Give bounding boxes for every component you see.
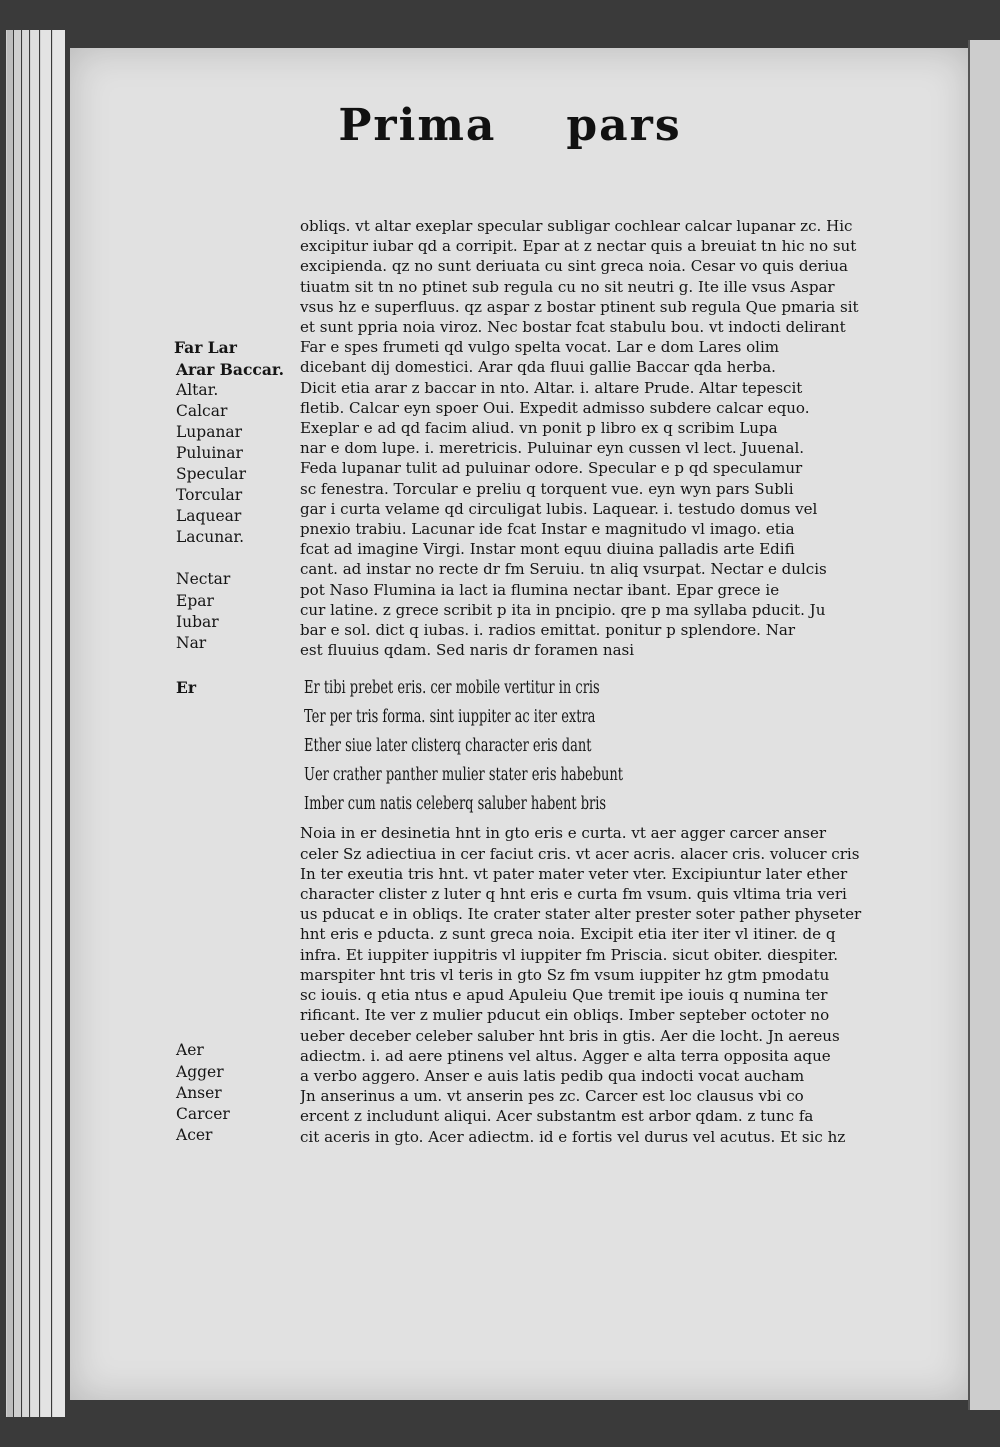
verse-line: Ter per tris forma. sint iuppiter ac iter extra [304,707,596,728]
margin-note: Aer [176,1041,204,1059]
text-line: dicebant dij domestici. Arar qda fluui gallie Baccar qda herba. [300,358,776,377]
text-line: adiectm. i. ad aere ptinens vel altus. Agger e alta terra opposita aque [300,1046,831,1065]
margin-note: Puluinar [176,444,243,462]
verse-line: Imber cum natis celeberq saluber habent bris [304,794,607,815]
page-edge-2 [14,30,21,1417]
margin-note: Laquear [176,507,242,525]
margin-note: Lacunar. [176,528,245,546]
text-line: sc iouis. q etia ntus e apud Apuleiu Que tremit ipe iouis q numina ter [300,986,828,1005]
text-line: excipitur iubar qd a corripit. Epar at z nectar quis a breuiat tn hic no sut [300,237,857,256]
text-line: marspiter hnt tris vl teris in gto Sz fm vsum iuppiter hz gtm pmodatu [300,965,830,984]
text-line: rificant. Ite ver z mulier pducut ein obliqs. Imber septeber octoter no [300,1006,830,1025]
margin-note: Arar Baccar. [176,360,285,379]
page-edge-3 [22,30,29,1417]
text-block-1 [300,216,880,660]
text-line: Dicit etia arar z baccar in nto. Altar. i. altare Prude. Altar tepescit [300,378,803,397]
margin-note: Acer [176,1126,213,1144]
heading-word-2: pars [566,100,682,151]
text-line: sc fenestra. Torcular e preliu q torquent vue. eyn wyn pars Subli [300,479,794,498]
text-line: ercent z includunt aliqui. Acer substantm est arbor qdam. z tunc fa [300,1107,814,1126]
page-edge-1 [6,30,13,1417]
text-line: Noia in er desinetia hnt in gto eris e curta. vt aer agger carcer anser [300,824,827,843]
margin-note: Iubar [176,613,219,631]
text-line: est fluuius qdam. Sed naris dr foramen nasi [300,641,635,660]
margin-note: Nar [176,634,207,652]
text-line: bar e sol. dict q iubas. i. radios emittat. ponitur p splendore. Nar [300,621,796,640]
margin-note: Specular [176,465,246,483]
margin-note: Er [176,678,196,697]
text-line: Exeplar e ad qd facim aliud. vn ponit p libro ex q scribim Lupa [300,419,778,438]
text-line: us pducat e in obliqs. Ite crater stater alter prester soter pather physeter [300,905,862,924]
page-edge-6 [52,30,65,1417]
margin-note: Lupanar [176,423,243,441]
text-line: cur latine. z grece scribit p ita in pncipio. qre p ma syllaba pducit. Ju [300,600,826,619]
heading-word-1: Prima [338,100,497,151]
margin-note: Agger [176,1063,224,1081]
margin-note: Nectar [176,570,231,588]
margin-note: Epar [176,592,214,610]
text-line: gar i curta velame qd circuligat lubis. Laquear. i. testudo domus vel [300,499,818,518]
text-line: character clister z luter q hnt eris e curta fm vsum. quis vltima tria veri [300,885,847,904]
margin-note: Calcar [176,402,228,420]
text-line: obliqs. vt altar exeplar specular subligar cochlear calcar lupanar zc. Hic [300,217,853,235]
text-line: nar e dom lupe. i. meretricis. Puluinar eyn cussen vl lect. Juuenal. [300,439,805,458]
text-line: fletib. Calcar eyn spoer Oui. Expedit admisso subdere calcar equo. [300,398,810,417]
text-line: pot Naso Flumina ia lact ia flumina nectar ibant. Epar grece ie [300,580,780,599]
text-line: cant. ad instar no recte dr fm Seruiu. tn aliq vsurpat. Nectar e dulcis [300,560,827,579]
margin-note: Far Lar [174,338,237,357]
text-line: pnexio trabiu. Lacunar ide fcat Instar e magnitudo vl imago. etia [300,520,795,539]
text-line: excipienda. qz no sunt deriuata cu sint greca noia. Cesar vo quis deriua [300,257,849,276]
text-line: tiuatm sit tn no ptinet sub regula cu no sit neutri g. Ite ille vsus Aspar [300,277,835,296]
page-edge-5 [40,30,51,1417]
text-line: cit aceris in gto. Acer adiectm. id e fortis vel durus vel acutus. Et sic hz [300,1127,846,1146]
text-line: Jn anserinus a um. vt anserin pes zc. Carcer est loc clausus vbi co [300,1087,804,1106]
text-line: a verbo aggero. Anser e auis latis pedib qua indocti vocat aucham [300,1066,805,1085]
text-line: vsus hz e superfluus. qz aspar z bostar ptinent sub regula Que pmaria sit [300,297,859,316]
verse-line: Er tibi prebet eris. cer mobile vertitur in cris [304,678,600,699]
margin-note: Torcular [176,486,243,504]
main-text [300,216,880,1147]
margin-note: Anser [176,1084,222,1102]
margin-note: Carcer [176,1105,230,1123]
page-edge-4 [30,30,39,1417]
page-heading [330,100,690,151]
text-line: In ter exeutia tris hnt. vt pater mater veter vter. Excipiuntur later ether [300,864,848,883]
verse-line: Uer crather panther mulier stater eris habebunt [304,765,624,786]
text-line: et sunt ppria noia viroz. Nec bostar fcat stabulu bou. vt indocti delirant [300,318,846,337]
text-block-2 [300,823,880,1146]
text-line: ueber deceber celeber saluber hnt bris in gtis. Aer die locht. Jn aereus [300,1026,840,1045]
text-line: infra. Et iuppiter iuppitris vl iuppiter fm Priscia. sicut obiter. diespiter. [300,945,839,964]
margin-note: Altar. [176,381,219,399]
text-line: Feda lupanar tulit ad puluinar odore. Specular e p qd speculamur [300,459,803,478]
text-line: Far e spes frumeti qd vulgo spelta vocat. Lar e dom Lares olim [300,338,780,357]
text-line: celer Sz adiectiua in cer faciut cris. vt acer acris. alacer cris. volucer cris [300,844,860,863]
text-line: hnt eris e pducta. z sunt greca noia. Excipit etia iter iter vl itiner. de q [300,925,836,944]
verse-line: Ether siue later clisterq character eris dant [304,736,592,757]
facing-page-edge [968,40,1000,1410]
verse-block [304,674,880,819]
text-line: fcat ad imagine Virgi. Instar mont equu diuina palladis arte Edifi [300,540,795,559]
